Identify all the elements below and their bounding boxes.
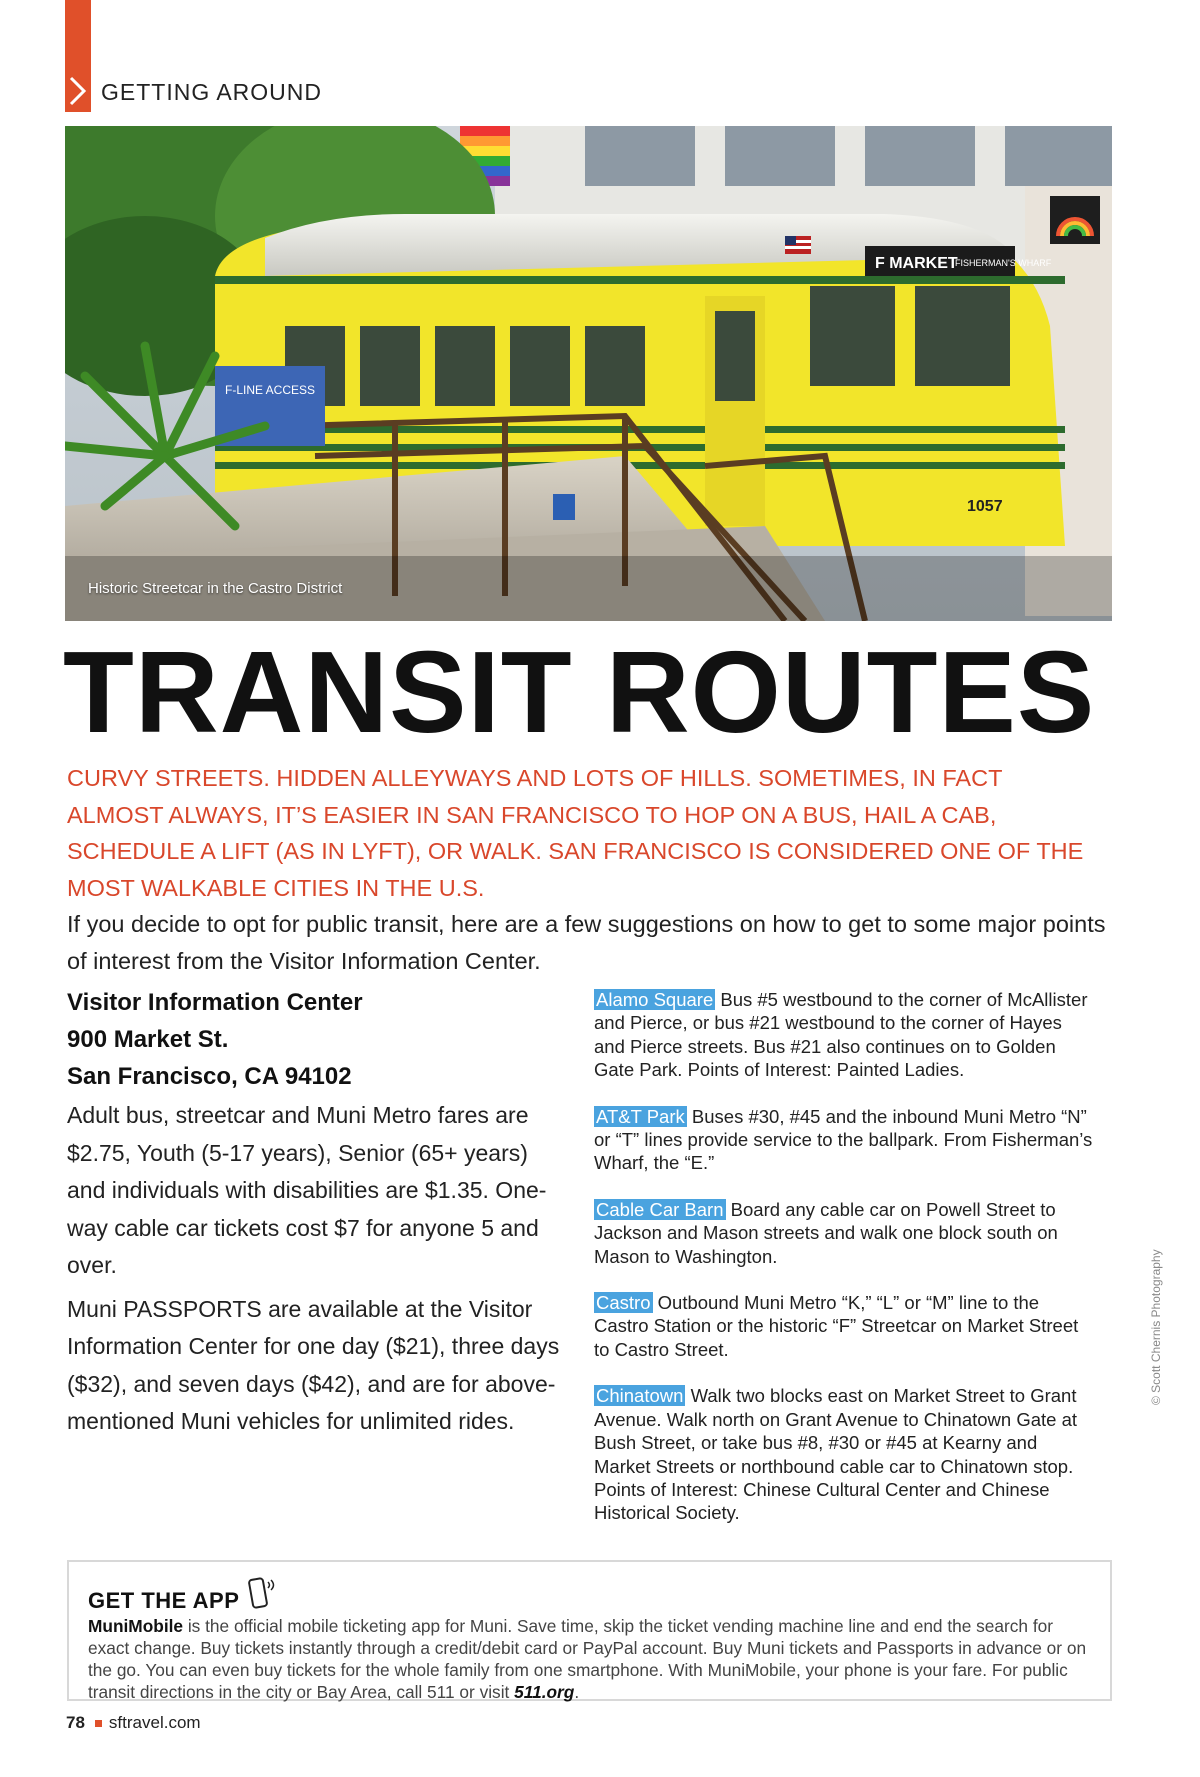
left-column [67, 984, 567, 1441]
route-item [594, 1198, 1094, 1268]
route-item [594, 1105, 1094, 1175]
footer-site: sftravel.com [108, 1713, 201, 1732]
photo-caption: Historic Streetcar in the Castro District [88, 580, 343, 597]
route-text: Walk two blocks east on Market Street to Grant Avenue. Walk north on Grant Avenue to Chinatown Gate at Bush Street, or take bus #8, #30 or #45 at Kearny and Market Streets or northbound cable car to Chinatown stop. Points of Interest: Chinese Cultural Center and Chinese Historical Society. [594, 1385, 1078, 1524]
intro-text: If you decide to opt for public transit, here are a few suggestions on how to get to some major points of interest from the Visitor Information Center. [67, 911, 1106, 974]
app-link[interactable]: 511.org [514, 1682, 575, 1702]
fares-text: Adult bus, streetcar and Muni Metro fares are $2.75, Youth (5-17 years), Senior (65+ years) and individuals with disabilities are $1.35. One-way cable car tickets cost $7 for anyone 5 and over. [67, 1102, 547, 1278]
svg-text:F MARKET: F MARKET [875, 255, 958, 272]
route-item [594, 1384, 1094, 1524]
route-name-label: Chinatown [596, 1385, 684, 1407]
route-text: Buses #30, #45 and the inbound Muni Metro “N” or “T” lines provide service to the ballpark. From Fisherman’s Wharf, the “E.” [594, 1105, 1093, 1174]
app-text-end: . [574, 1682, 580, 1702]
page-footer [66, 1713, 201, 1733]
section-label: GETTING AROUND [101, 79, 323, 105]
chevron-right-icon [67, 76, 89, 106]
route-name-label: Alamo Square [596, 989, 714, 1010]
visitor-center-city: San Francisco, CA 94102 [67, 1063, 352, 1090]
visitor-center-street: 900 Market St. [67, 1026, 229, 1053]
deck-text: CURVY STREETS. HIDDEN ALLEYWAYS AND LOTS OF HILLS. SOMETIMES, IN FACT ALMOST ALWAYS, IT’S EASIER IN SAN FRANCISCO TO HOP ON A BUS, HAIL A CAB, SCHEDULE A LIFT (AS IN LYFT), OR WALK. SAN FRANCISCO IS CONSIDERED ONE OF THE MOST WALKABLE CITIES IN THE U.S. [67, 765, 1084, 901]
svg-text:FISHERMAN'S WHARF: FISHERMAN'S WHARF [955, 258, 1052, 268]
route-text: Board any cable car on Powell Street to Jackson and Mason streets and walk one block south on Mason to Washington. [594, 1198, 1058, 1267]
route-name-label: AT&T Park [596, 1105, 685, 1127]
footer-square-icon [95, 1720, 102, 1727]
routes-list [594, 988, 1094, 1548]
route-item [594, 988, 1094, 1082]
hero-photo [65, 126, 1112, 621]
page-number: 78 [66, 1713, 85, 1732]
app-name: MuniMobile [88, 1616, 184, 1636]
app-box-title: GET THE APP [88, 1588, 240, 1613]
route-name-label: Castro [596, 1292, 651, 1314]
app-description: is the official mobile ticketing app for Muni. Save time, skip the ticket vending machine line and end the search for exact change. Buy tickets instantly through a credit/debit card or PayPal account. Buy Muni tickets and Passports in advance or on the go. You can even buy tickets for the whole family from one smartphone. With MuniMobile, your phone is your fare. For public transit directions in the city or Bay Area, call 511 or visit [88, 1616, 1087, 1702]
svg-text:1057: 1057 [967, 498, 1003, 515]
smartphone-icon [245, 1576, 275, 1612]
photo-credit [1149, 1249, 1163, 1425]
visitor-center-name: Visitor Information Center [67, 989, 363, 1016]
photo-credit-text: © Scott Chernis Photography [1149, 1249, 1163, 1405]
section-tab [65, 0, 91, 112]
route-text: Bus #5 westbound to the corner of McAllister and Pierce, or bus #21 westbound to the corner of Hayes and Pierce streets. Bus #21 also continues on to Golden Gate Park. Points of Interest: Painted Ladies. [594, 989, 1088, 1081]
route-item [594, 1291, 1094, 1361]
route-text: Outbound Muni Metro “K,” “L” or “M” line to the Castro Station or the historic “F” Streetcar on Market Street to Castro Street. [594, 1292, 1079, 1360]
get-the-app-box [67, 1560, 1112, 1701]
page-title: TRANSIT ROUTES [63, 627, 1096, 757]
passports-text: Muni PASSPORTS are available at the Visitor Information Center for one day ($21), three days ($32), and seven days ($42), and are for above-mentioned Muni vehicles for unlimited rides. [67, 1295, 560, 1434]
svg-text:F-LINE ACCESS: F-LINE ACCESS [225, 383, 316, 397]
route-name-label: Cable Car Barn [596, 1198, 724, 1220]
